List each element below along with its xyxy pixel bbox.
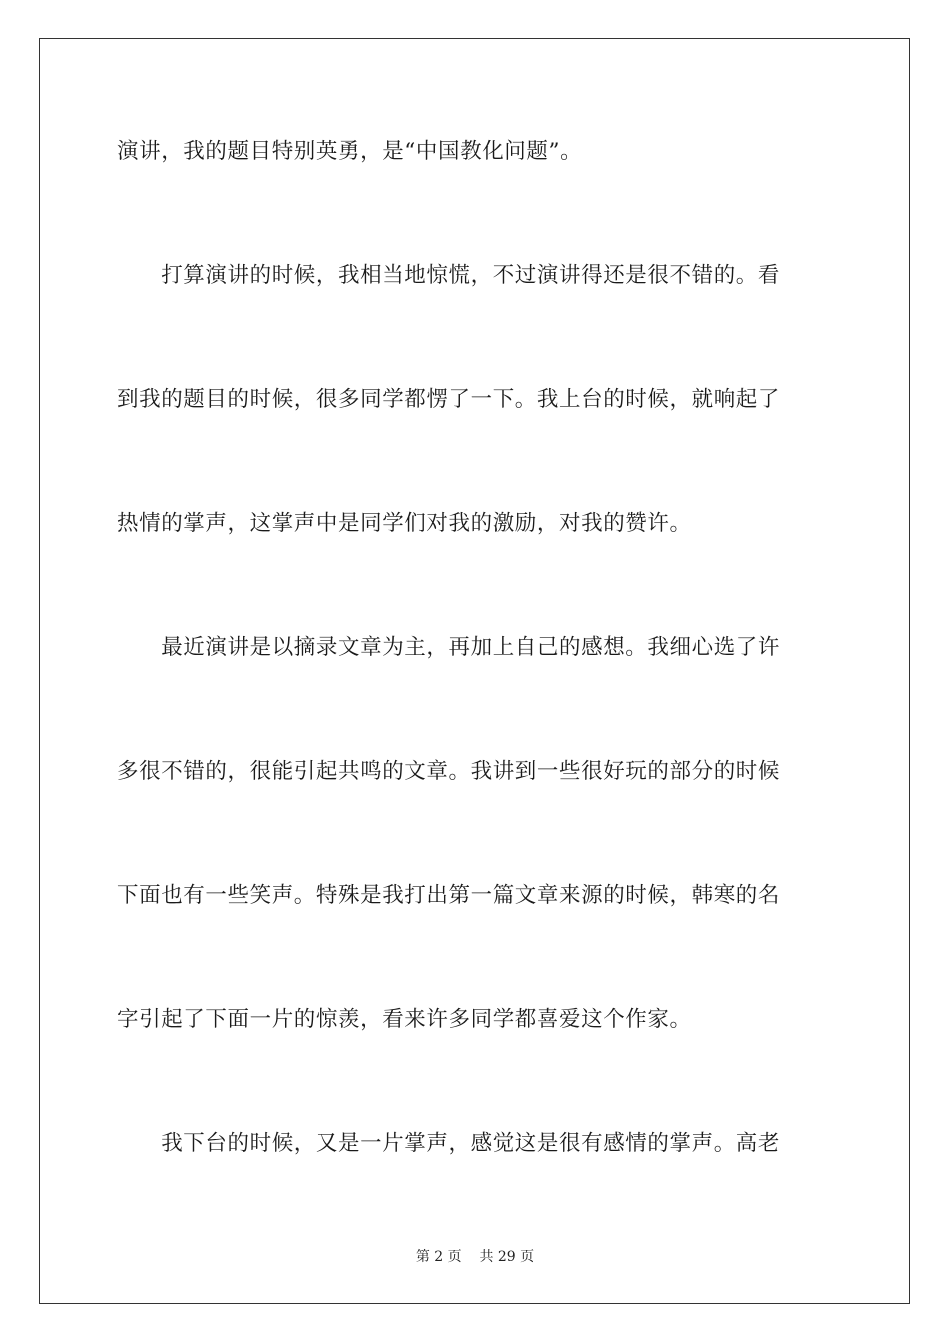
text-line: 到我的题目的时候，很多同学都愣了一下。我上台的时候，就响起了 (117, 387, 781, 412)
text-line: 最近演讲是以摘录文章为主，再加上自己的感想。我细心选了许 (117, 635, 781, 660)
page-number: 第 2 页 (415, 1249, 462, 1265)
text-line: 演讲，我的题目特别英勇，是“中国教化问题”。 (117, 139, 583, 164)
page-footer (0, 1248, 950, 1266)
text-line: 打算演讲的时候，我相当地惊慌，不过演讲得还是很不错的。看 (117, 263, 781, 288)
text-line: 热情的掌声，这掌声中是同学们对我的激励，对我的赞许。 (117, 511, 692, 536)
page-total: 共 29 页 (479, 1249, 535, 1265)
text-line: 多很不错的，很能引起共鸣的文章。我讲到一些很好玩的部分的时候 (117, 759, 781, 784)
text-line: 字引起了下面一片的惊羡，看来许多同学都喜爱这个作家。 (117, 1007, 692, 1032)
page-border (39, 38, 910, 1304)
text-line: 下面也有一些笑声。特殊是我打出第一篇文章来源的时候，韩寒的名 (117, 883, 781, 908)
text-line: 我下台的时候，又是一片掌声，感觉这是很有感情的掌声。高老 (117, 1131, 781, 1156)
